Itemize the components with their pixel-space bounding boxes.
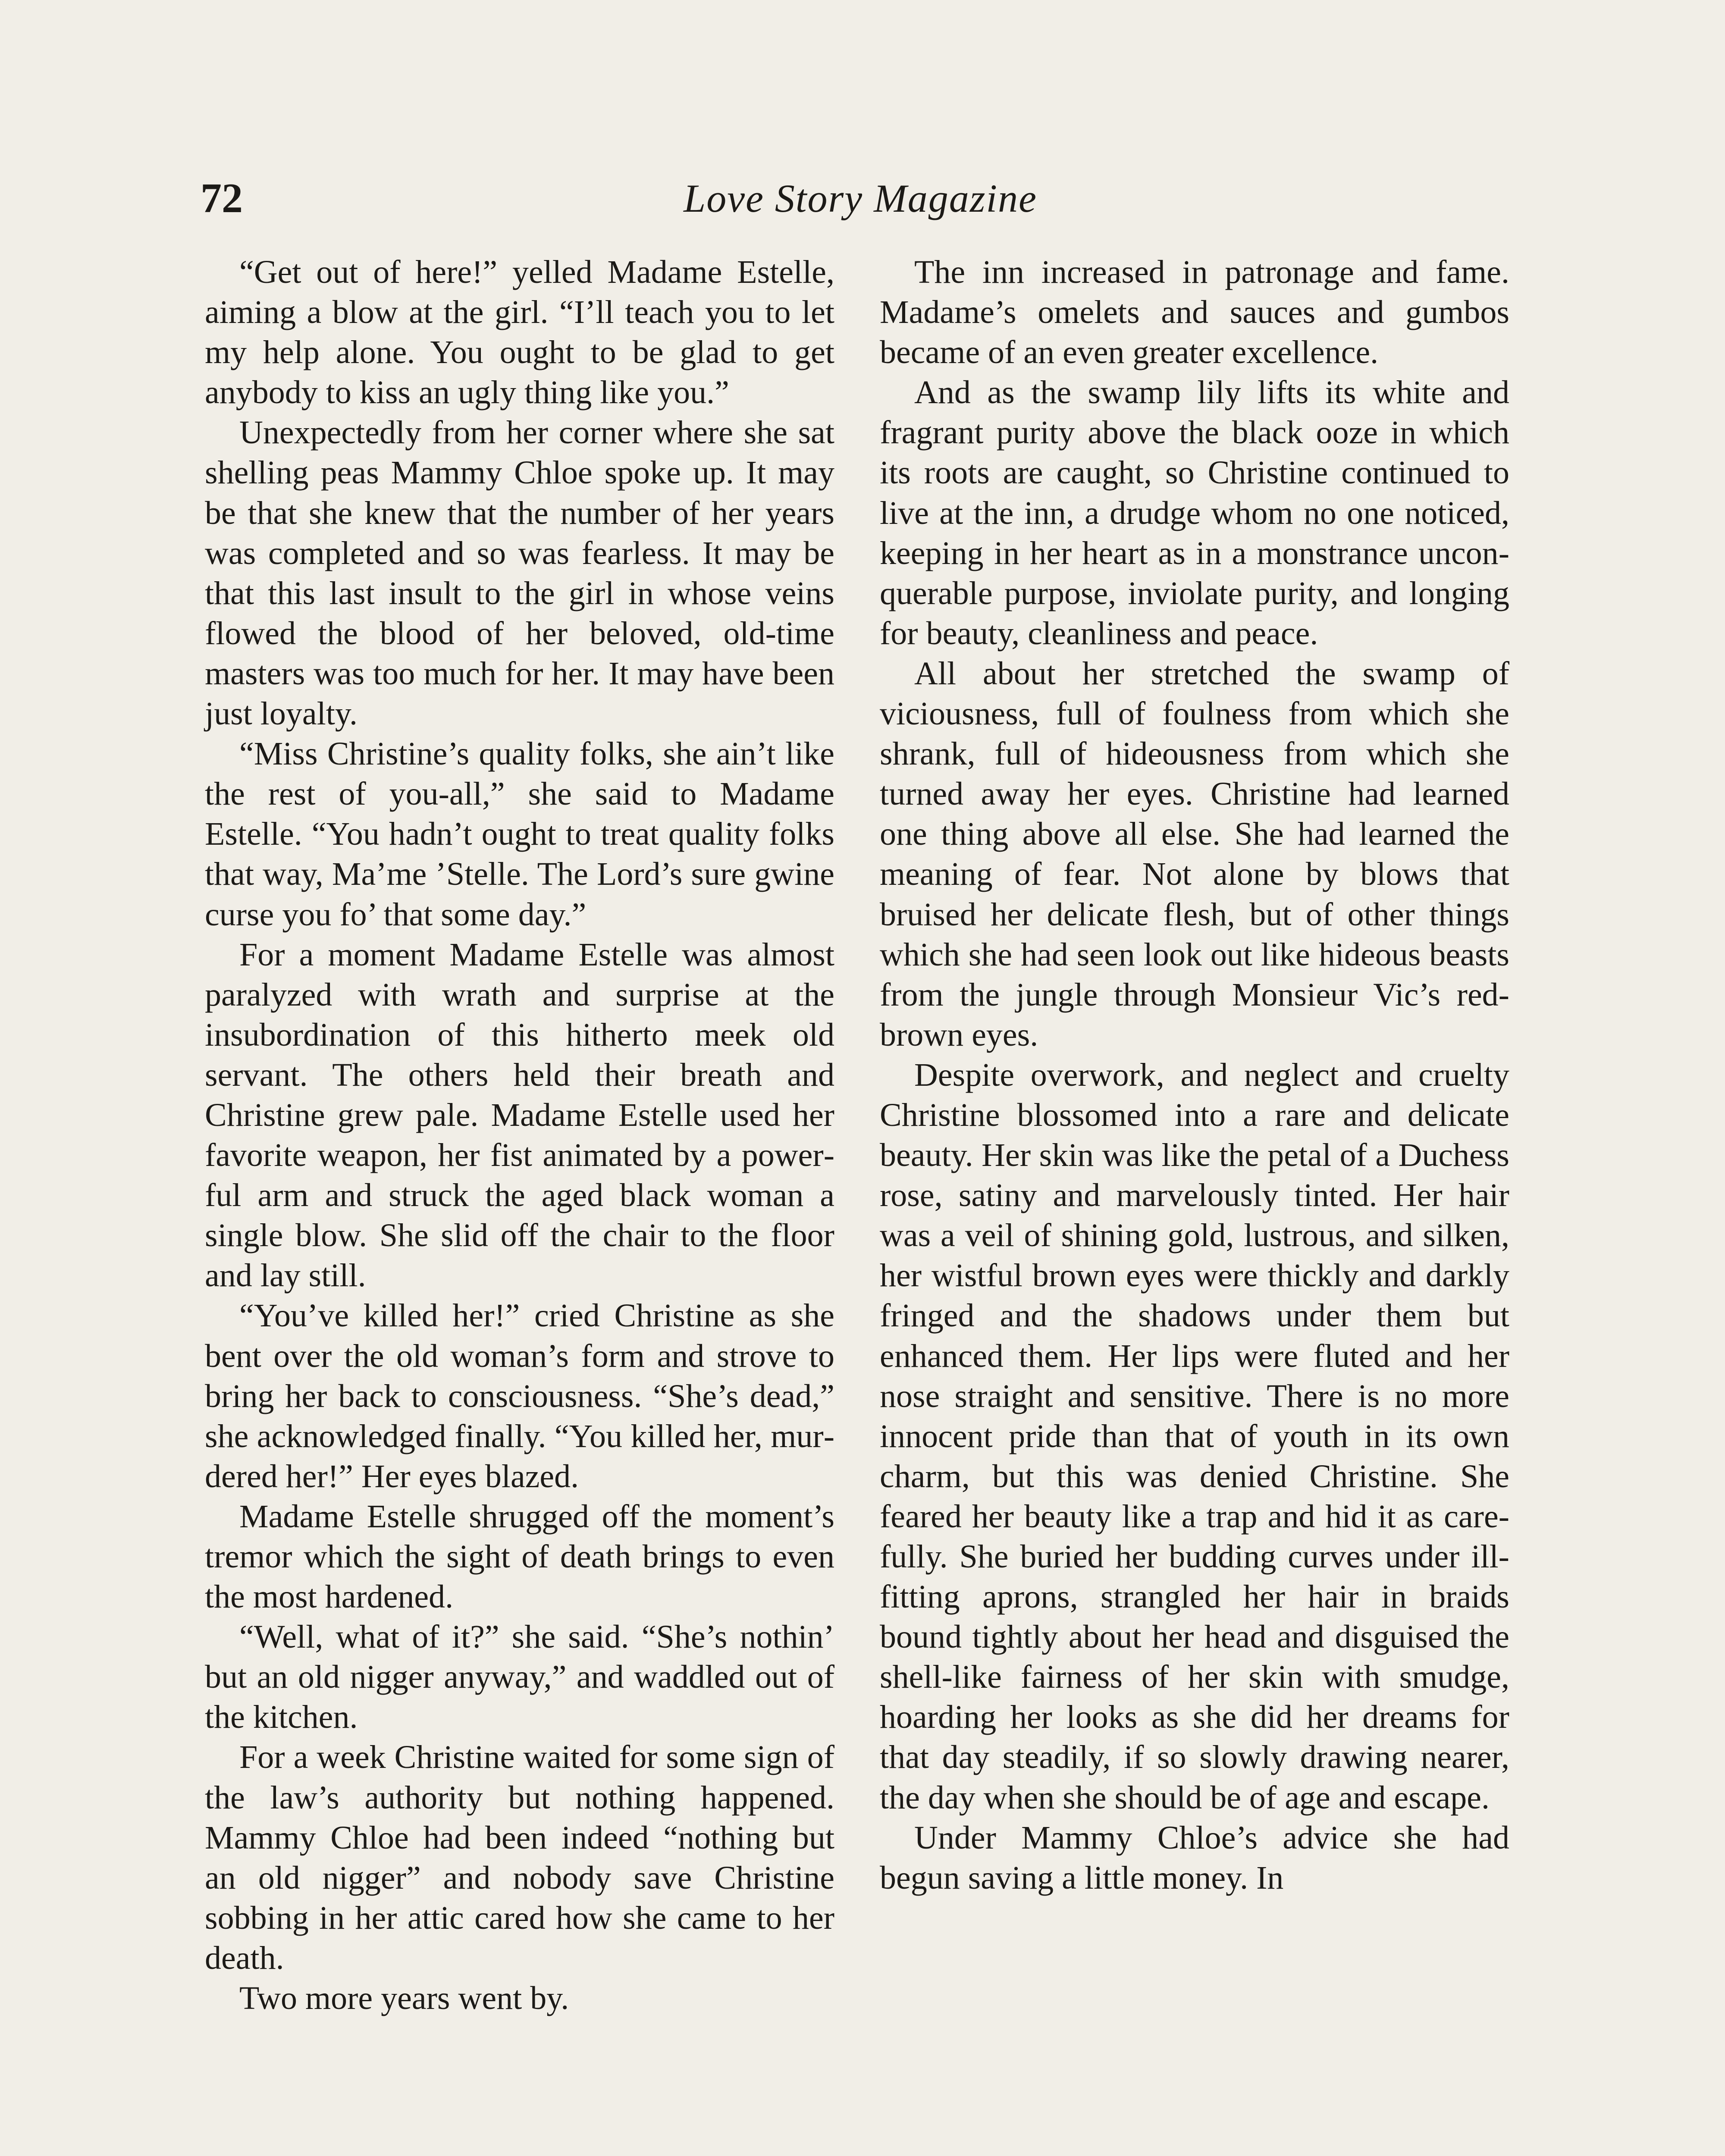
paragraph: For a week Christine waited for some sign of the law’s authority but nothing happened. Mammy Chloe had been indeed “nothing but an old nigger” and nobody save Christine sobbing in her attic cared how she came to her death. [205, 1739, 834, 1976]
paragraph: “Well, what of it?” she said. “She’s nothin’ but an old nigger anyway,” and waddled out of the kitchen. [205, 1619, 834, 1736]
page-number: 72 [201, 175, 243, 222]
paragraph: Two more years went by. [239, 1980, 569, 2017]
paragraph: Madame Estelle shrugged off the moment’s tremor which the sight of death brings to even the most hardened. [205, 1498, 834, 1615]
paragraph: Under Mammy Chloe’s advice she had begun saving a little money. In [880, 1819, 1509, 1896]
page-header [201, 170, 1520, 231]
paragraph: And as the swamp lily lifts its white and fragrant purity above the black ooze in which its roots are caught, so Christine continued to live at the inn, a drudge whom no one noticed, keeping in her heart as in a monstrance unconquerable purpose, inviolate purity, and longing for beauty, cleanliness and peace. [880, 374, 1509, 652]
paragraph: “Get out of here!” yelled Madame Estelle, aiming a blow at the girl. “I’ll teach you to let my help alone. You ought to be glad to get anybody to kiss an ugly thing like you.” [205, 254, 834, 411]
paragraph: All about her stretched the swamp of viciousness, full of foulness from which she shrank, full of hideousness from which she turned away her eyes. Christine had learned one thing above all else. She had learned the meaning of fear. Not alone by blows that bruised her delicate flesh, but of other things which she had seen look out like hideous beasts from the jungle through Monsieur Vic’s red-brown eyes. [880, 655, 1509, 1053]
paragraph: Unexpectedly from her corner where she sat shelling peas Mammy Chloe spoke up. It may be that she knew that the number of her years was completed and so was fearless. It may be that this last insult to the girl in whose veins flowed the blood of her beloved, old-time masters was too much for her. It may have been just loyalty. [205, 414, 834, 732]
left-column [205, 252, 834, 2018]
paragraph: The inn increased in patronage and fame. Madame’s omelets and sauces and gumbos became of an even greater excellence. [880, 254, 1509, 371]
paragraph: “You’ve killed her!” cried Christine as she bent over the old woman’s form and strove to bring her back to consciousness. “She’s dead,” she acknowledged finally. “You killed her, murdered her!” Her eyes blazed. [205, 1297, 834, 1495]
paragraph: “Miss Christine’s quality folks, she ain’t like the rest of you-all,” she said to Madame Estelle. “You hadn’t ought to treat quality folks that way, Ma’me ’Stelle. The Lord’s sure gwine curse you fo’ that some day.” [205, 736, 834, 933]
paragraph: For a moment Madame Estelle was almost paralyzed with wrath and surprise at the insubordination of this hitherto meek old servant. The others held their breath and Christine grew pale. Madame Estelle used her favorite weapon, her fist animated by a powerful arm and struck the aged black woman a single blow. She slid off the chair to the floor and lay still. [205, 936, 834, 1294]
paragraph: Despite overwork, and neglect and cruelty Christine blossomed into a rare and delicate beauty. Her skin was like the petal of a Duchess rose, satiny and marvelously tinted. Her hair was a veil of shining gold, lustrous, and silken, her wistful brown eyes were thickly and darkly fringed and the shadows under them but enhanced them. Her lips were fluted and her nose straight and sensitive. There is no more innocent pride than that of youth in its own charm, but this was denied Christine. She feared her beauty like a trap and hid it as carefully. She buried her budding curves under ill-fitting aprons, strangled her hair in braids bound tightly about her head and disguised the shell-like fairness of her skin with smudge, hoarding her looks as she did her dreams for that day steadily, if so slowly drawing nearer, the day when she should be of age and escape. [880, 1056, 1509, 1816]
running-title: Love Story Magazine [684, 176, 1037, 220]
right-column [880, 252, 1509, 1898]
